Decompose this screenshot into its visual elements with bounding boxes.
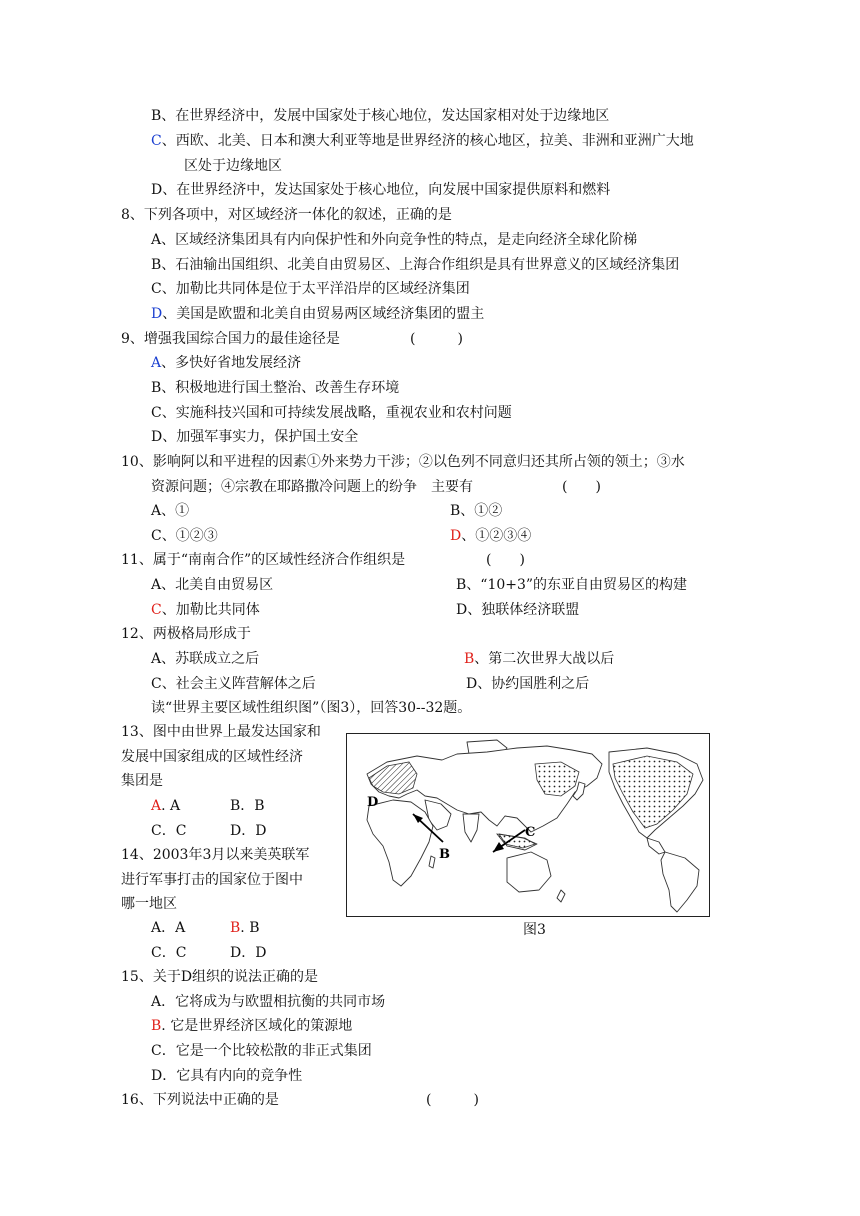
q16-stem: 16、下列说法中正确的是 (121, 1092, 279, 1108)
madagascar-shape (429, 856, 435, 868)
q8-stem: 8、下列各项中，对区域经济一体化的叙述，正确的是 (121, 207, 452, 223)
q10-option-c: C、①②③ (151, 528, 218, 544)
q8-option-b: B、石油输出国组织、北美自由贸易区、上海合作组织是具有世界意义的区域经济集团 (151, 257, 680, 273)
figure-caption: 图3 (523, 922, 546, 938)
australia-shape (507, 852, 551, 892)
q15-option-d: D．它具有内向的竞争性 (151, 1068, 303, 1084)
map-label-b: B (439, 847, 450, 862)
q9-option-b: B、积极地进行国土整治、改善生存环境 (151, 380, 400, 396)
q9-option-a: A、多快好省地发展经济 (151, 355, 302, 371)
map-label-d: D (367, 795, 379, 810)
q15-option-b: B. 它是世界经济区域化的策源地 (151, 1018, 353, 1034)
q14-option-d: D．D (230, 945, 267, 961)
q10-option-a: A、① (151, 503, 190, 519)
south-america-shape (661, 852, 699, 912)
q9-answer-paren: ( ) (410, 331, 463, 347)
q15-stem: 15、关于D组织的说法正确的是 (121, 969, 319, 985)
world-regional-organizations-map (346, 733, 710, 917)
q12-option-d: D、协约国胜利之后 (466, 676, 590, 692)
q7-option-b: B、在世界经济中，发展中国家处于核心地位，发达国家相对处于边缘地区 (151, 108, 610, 124)
central-america-shape (647, 838, 665, 854)
q12-stem: 12、两极格局形成于 (121, 626, 251, 642)
q13-option-b: B．B (230, 798, 265, 814)
region-north-america-dotted (613, 756, 693, 828)
q14-stem-1: 14、2003年3月以来美英联军 (121, 847, 310, 863)
q10-answer-paren: ( ) (562, 479, 601, 495)
q11-option-a: A、北美自由贸易区 (151, 577, 274, 593)
q10-stem: 10、影响阿以和平进程的因素①外来势力干涉；②以色列不同意归还其所占领的领土；③水 (121, 454, 685, 470)
new-zealand-shape (557, 890, 565, 902)
q13-stem-3: 集团是 (121, 773, 163, 789)
q14-stem-2: 进行军事打击的国家位于图中 (121, 872, 303, 888)
q11-stem: 11、属于“南南合作”的区域性经济合作组织是 (121, 552, 406, 568)
q14-stem-3: 哪一地区 (121, 896, 177, 912)
q15-option-a: A．它将成为与欧盟相抗衡的共同市场 (151, 994, 386, 1010)
arrow-c-head (493, 842, 504, 852)
q10-option-d: D、①②③④ (450, 528, 532, 544)
q10-option-b: B、①② (450, 503, 503, 519)
q12-option-b: B、第二次世界大战以后 (464, 651, 615, 667)
q8-option-c: C、加勒比共同体是位于太平洋沿岸的区域经济集团 (151, 281, 470, 297)
q11-option-c: C、加勒比共同体 (151, 602, 260, 618)
q15-option-c: C．它是一个比较松散的非正式集团 (151, 1043, 372, 1059)
q13-option-a: A. A (151, 798, 181, 814)
q14-option-c: C．C (151, 945, 187, 961)
q12-option-a: A、苏联成立之后 (151, 651, 260, 667)
africa-shape (367, 800, 433, 886)
india-shape (463, 814, 479, 842)
q13-stem-1: 13、图中由世界上最发达国家和 (121, 724, 321, 740)
q9-stem: 9、增强我国综合国力的最佳途径是 (121, 331, 340, 347)
figure-intro: 读“世界主要区域性组织图”（图3），回答30--32题。 (151, 700, 472, 716)
q9-option-d: D、加强军事实力，保护国土安全 (151, 429, 359, 445)
q13-option-c: C．C (151, 823, 187, 839)
q10-stem-cont: 资源问题；④宗教在耶路撒冷问题上的纷争 主要有 (151, 479, 473, 495)
q7-option-d: D、在世界经济中，发达国家处于核心地位，向发展中国家提供原料和燃料 (151, 182, 611, 198)
q8-option-a: A、区域经济集团具有内向保护性和外向竞争性的特点，是走向经济全球化阶梯 (151, 232, 638, 248)
q16-answer-paren: ( ) (426, 1092, 479, 1108)
q11-option-d: D、独联体经济联盟 (456, 602, 580, 618)
q11-option-b: B、“10+3”的东亚自由贸易区的构建 (456, 577, 688, 593)
q13-option-d: D．D (230, 823, 267, 839)
q11-answer-paren: ( ) (486, 552, 525, 568)
q7-option-c-cont: 区处于边缘地区 (184, 158, 282, 174)
q7-option-c: C、西欧、北美、日本和澳大利亚等地是世界经济的核心地区，拉美、非洲和亚洲广大地 (151, 133, 694, 149)
q14-option-a: A．A (151, 920, 186, 936)
q12-option-c: C、社会主义阵营解体之后 (151, 676, 316, 692)
q9-option-c: C、实施科技兴国和可持续发展战略，重视农业和农村问题 (151, 405, 512, 421)
q14-option-b: B. B (230, 920, 260, 936)
q13-stem-2: 发展中国家组成的区域性经济 (121, 749, 303, 765)
map-label-c: C (525, 825, 536, 840)
q8-option-d: D、美国是欧盟和北美自由贸易两区域经济集团的盟主 (151, 306, 485, 322)
